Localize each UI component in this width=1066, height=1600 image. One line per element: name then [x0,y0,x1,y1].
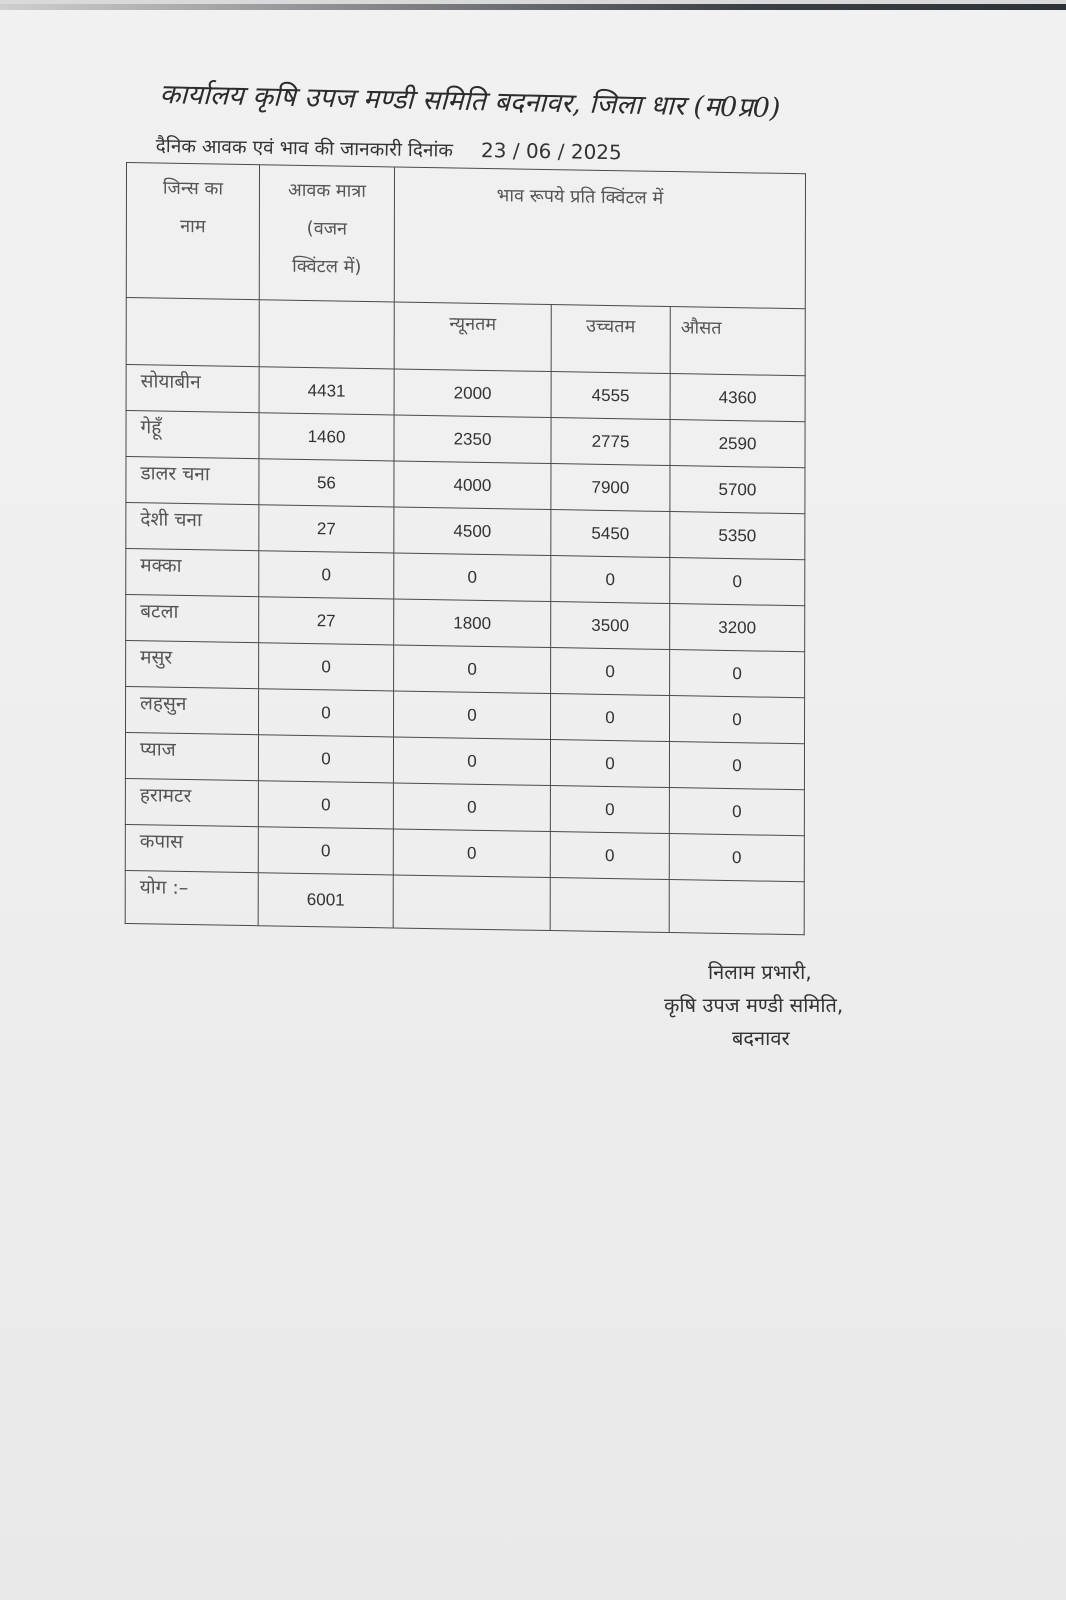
arrival-price-table [125,162,806,935]
max-price: 2775 [551,418,670,466]
avg-price: 5700 [670,466,805,514]
signatory-organization: कृषि उपज मण्डी समिति, [664,993,844,1017]
arrival-quantity: 27 [259,597,394,645]
arrival-quantity: 27 [259,505,394,553]
min-price: 0 [393,829,550,878]
commodity-name: बटला [126,594,259,642]
commodity-name: मसुर [126,640,259,688]
office-title: कार्यालय कृषि उपज मण्डी समिति बदनावर, जिला धार (म0प्र0) [159,78,781,125]
commodity-name: हरामटर [125,778,258,826]
arrival-quantity: 0 [259,551,394,599]
arrival-quantity: 0 [259,643,394,691]
avg-price: 0 [670,650,805,698]
subtitle-text: दैनिक आवक एवं भाव की जानकारी दिनांक [155,134,454,162]
page-top-edge [0,4,1066,10]
commodity-name: गेहूँ [126,411,259,459]
commodity-name: मक्का [126,548,259,596]
commodity-name: डालर चना [126,457,259,505]
arrival-quantity: 0 [259,689,394,737]
commodity-name: सोयाबीन [126,365,259,413]
total-label: योग :– [125,870,258,925]
avg-price: 4360 [670,374,805,422]
signature-block [664,956,944,1055]
arrival-quantity: 0 [258,781,393,829]
max-price: 3500 [551,602,670,650]
min-price: 2000 [394,369,551,418]
header-price: भाव रूपये प्रति क्विंटल में [394,167,805,309]
total-empty-avg [669,880,804,935]
header-quantity-line3: क्विंटल में) [292,255,362,278]
header-max: उच्चतम [551,305,670,374]
total-row [125,870,804,934]
max-price: 0 [550,786,669,834]
min-price: 4000 [394,461,551,510]
commodity-name: देशी चना [126,502,259,550]
min-price: 4500 [394,507,551,556]
min-price: 0 [394,691,551,740]
max-price: 0 [550,740,669,788]
signatory-place: बदनावर [732,1026,790,1050]
arrival-quantity: 56 [259,459,394,507]
total-empty-max [550,878,669,933]
arrival-quantity: 0 [258,735,393,783]
min-price: 1800 [394,599,551,648]
avg-price: 2590 [670,420,805,468]
avg-price: 5350 [670,512,805,560]
header-min: न्यूनतम [394,302,551,372]
commodity-name: लहसुन [126,686,259,734]
subheader-empty-name [126,298,259,367]
report-date: 23 / 06 / 2025 [480,138,622,165]
max-price: 0 [550,832,669,880]
header-commodity-line2: नाम [180,215,206,238]
max-price: 7900 [551,464,670,512]
header-quantity-line1: आवक मात्रा [287,179,366,202]
avg-price: 0 [669,742,804,790]
total-quantity: 6001 [258,873,393,928]
commodity-name: कपास [125,824,258,872]
table-header-row [126,163,805,309]
max-price: 0 [551,648,670,696]
max-price: 0 [551,556,670,604]
avg-price: 0 [669,788,804,836]
signatory-designation: निलाम प्रभारी, [708,960,812,984]
header-quantity-line2: (वजन [306,217,348,240]
avg-price: 3200 [670,604,805,652]
avg-price: 0 [669,834,804,882]
avg-price: 0 [670,558,805,606]
table-subheader-row [126,298,805,376]
total-empty-min [393,875,550,931]
max-price: 4555 [551,372,670,420]
header-quantity [259,165,394,302]
max-price: 5450 [551,510,670,558]
arrival-price-table-wrapper [125,162,806,935]
arrival-quantity: 1460 [259,413,394,461]
commodity-name: प्याज [125,732,258,780]
subheader-empty-qty [259,300,394,369]
header-avg: औसत [670,307,805,376]
arrival-quantity: 0 [258,827,393,875]
min-price: 0 [394,645,551,694]
arrival-quantity: 4431 [259,367,394,415]
document-page [0,4,1066,1600]
avg-price: 0 [670,696,805,744]
header-commodity [126,163,259,300]
min-price: 2350 [394,415,551,464]
header-commodity-line1: जिन्स का [162,177,224,200]
min-price: 0 [393,783,550,832]
min-price: 0 [394,553,551,602]
min-price: 0 [393,737,550,786]
max-price: 0 [551,694,670,742]
